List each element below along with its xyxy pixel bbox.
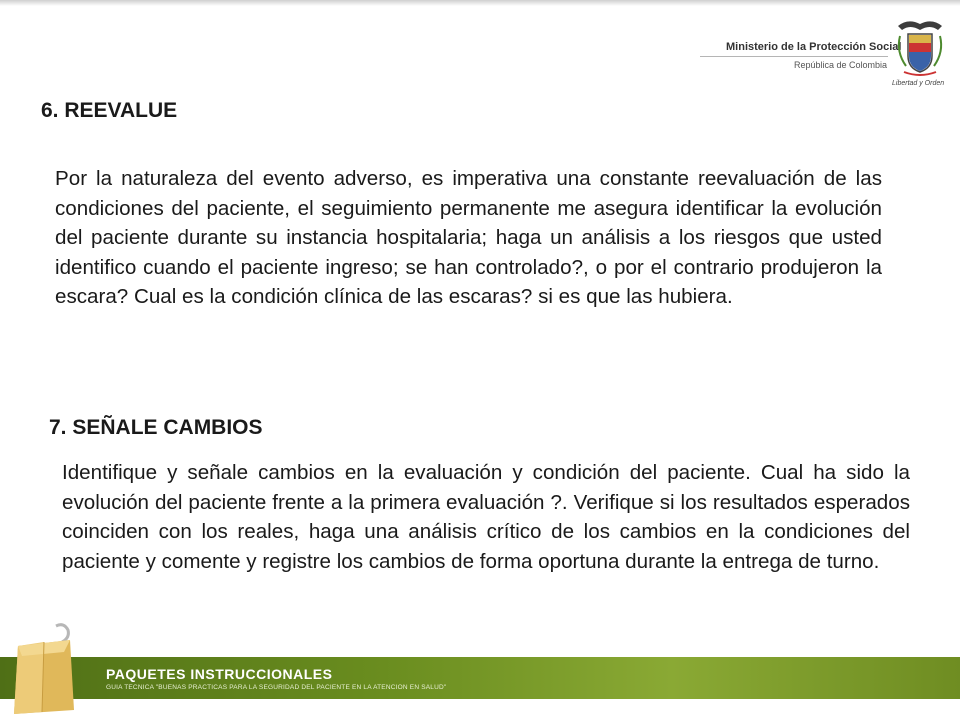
coat-of-arms-icon <box>894 16 946 78</box>
ministry-country: República de Colombia <box>794 60 888 70</box>
section7-body: Identifique y señale cambios en la evaluación y condición del paciente. Cual ha sido la evolución del paciente frente a la primera evaluación ?. Verifique si los resultados esperados coinciden con los reales, haga una análisis crítico de los cambios en la condiciones del paciente y comente y registre los cambios de forma oportuna durante la entrega de turno. <box>62 461 910 573</box>
ministry-logo <box>700 16 950 87</box>
footer-subtitle: GUIA TECNICA "BUENAS PRACTICAS PARA LA SEGURIDAD DEL PACIENTE EN LA ATENCION EN SALUD" <box>106 684 447 691</box>
logo-divider <box>700 56 888 57</box>
motto-text: Libertad y Orden <box>892 80 945 87</box>
section6-body: Por la naturaleza del evento adverso, es imperativa una constante reevaluación de las condiciones del paciente, el seguimiento permanente me asegura identificar la evolución del paciente durante su instancia hospitalaria; haga un análisis a los riesgos que usted identifico cuando el paciente ingreso; se han controlado?, o por el contrario produjeron la escara? Cual es la condición clínica de las escaras? si es que las hubiera. <box>55 167 882 308</box>
paper-bag-icon <box>4 616 84 716</box>
section6-heading: 6. REEVALUE <box>41 99 178 122</box>
top-border <box>0 0 960 6</box>
section7-heading: 7. SEÑALE CAMBIOS <box>49 416 263 439</box>
footer-title: PAQUETES INSTRUCCIONALES <box>106 666 333 682</box>
ministry-name: Ministerio de la Protección Social <box>726 41 902 53</box>
footer-bottom-strip <box>0 699 960 720</box>
